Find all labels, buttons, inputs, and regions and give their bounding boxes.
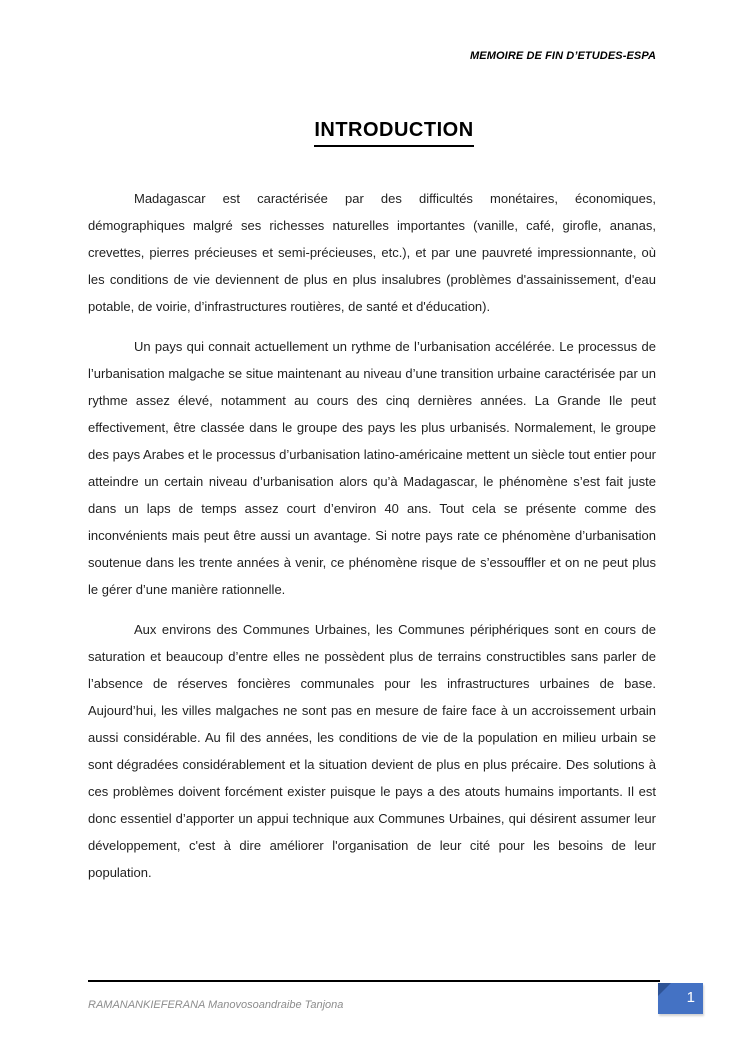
title-row [110,119,678,147]
running-header: MEMOIRE DE FIN D’ETUDES-ESPA [470,50,656,62]
page-number-badge [658,983,703,1014]
footer-author: RAMANANKIEFERANA Manovosoandraibe Tanjona [88,999,344,1011]
page-title: INTRODUCTION [314,119,473,147]
paragraph: Madagascar est caractérisée par des difficultés monétaires, économiques, démographiques malgré ses richesses naturelles importantes (vanille, café, girofle, ananas, crevettes, pierres précieuses et semi-précieuses, etc.), et par une pauvreté impressionnante, où les conditions de vie deviennent de plus en plus insalubres (problèmes d'assainissement, d'eau potable, de voirie, d’infrastructures routières, de santé et d'éducation). [88,191,656,314]
footer-divider [88,980,660,982]
page-number: 1 [686,989,695,1006]
footer [88,980,660,1011]
paragraph: Aux environs des Communes Urbaines, les Communes périphériques sont en cours de saturation et beaucoup d’entre elles ne possèdent plus de terrains constructibles sans parler de l’absence de réserves foncières communales pour les infrastructures urbaines de base. Aujourd’hui, les villes malgaches ne sont pas en mesure de faire face à un accroissement urbain aussi considérable. Au fil des années, les conditions de vie de la population en milieu urbain se sont dégradées considérablement et la situation devient de plus en plus précaire. Des solutions à ces problèmes doivent forcément exister puisque le pays a des atouts humains importants. Il est donc essentiel d’apporter un appui technique aux Communes Urbaines, qui désirent assumer leur développement, c'est à dire améliorer l'organisation de leur cité pour les besoins de leur population. [88,622,656,880]
document-body [88,185,656,886]
paragraph: Un pays qui connait actuellement un rythme de l’urbanisation accélérée. Le processus de l’urbanisation malgache se situe maintenant au niveau d’une transition urbaine caractérisée par un rythme assez élevé, notamment au cours des cinq dernières années. La Grande Ile peut effectivement, être classée dans le groupe des pays les plus urbanisés. Normalement, le groupe des pays Arabes et le processus d’urbanisation latino-américaine mettent un siècle tout entier pour atteindre un certain niveau d’urbanisation alors qu’à Madagascar, le phénomène s’est fait juste dans un laps de temps assez court d’environ 40 ans. Tout cela se présente comme des inconvénients mais peut être aussi un avantage. Si notre pays rate ce phénomène d’urbanisation soutenue dans les trente années à venir, ce phénomène risque de s’essouffler et on ne peut plus le gérer d’une manière rationnelle. [88,339,656,597]
